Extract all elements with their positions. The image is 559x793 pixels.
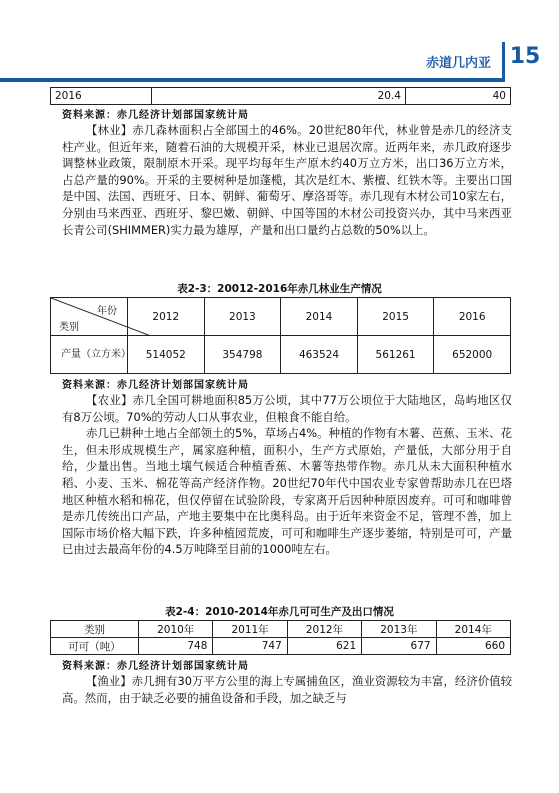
chapter-title: 赤道几内亚 — [426, 56, 492, 71]
table-cell: 354798 — [204, 336, 281, 374]
column-header: 2013年 — [362, 621, 436, 638]
table-cell: 748 — [139, 638, 213, 655]
table-header-row — [51, 298, 511, 336]
table-cell: 561261 — [357, 336, 434, 374]
cell-year: 2016 — [51, 88, 152, 105]
source-note: 资料来源：赤几经济计划部国家统计局 — [62, 661, 249, 672]
cell-value: 40 — [406, 88, 511, 105]
table-cell: 652000 — [434, 336, 511, 374]
page-header — [0, 42, 559, 82]
cocoa-production-table — [50, 620, 511, 655]
column-header: 类别 — [51, 621, 139, 638]
table-row — [51, 638, 511, 655]
row-label: 可可（吨） — [51, 638, 139, 655]
table-header-row — [51, 621, 511, 638]
corner-year-label: 年份 — [97, 306, 117, 317]
column-header: 2012年 — [287, 621, 361, 638]
table-row — [51, 336, 511, 374]
table-caption: 表2-3：20012-2016年赤几林业生产情况 — [177, 283, 382, 295]
column-header: 2012 — [128, 298, 205, 336]
column-header: 2014 — [281, 298, 358, 336]
row-label: 产量（立方米） — [51, 336, 128, 374]
forestry-production-table — [50, 297, 511, 374]
paragraph-forestry: 【林业】赤几森林面积占全部国土的46%。20世纪80年代，林业曾是赤几的经济支柱产业。但近年来，随着石油的大规模开采，林业已退居次席。近两年来，赤几政府逐步调整林业政策，限制原木开采。现平均每年生产原木约40万立方米，出口36万立方米，占总产量的90%。开采的主要树种是加蓬榄，其次是红木、紫檀、红铁木等。主要出口国是中国、法国、西班牙、日本、朝鲜、葡萄牙、摩洛哥等。赤几现有木材公司10家左右，分别由马来西亚、西班牙、黎巴嫩、朝鲜、中国等国的木材公司投资兴办，其中马来西亚长青公司(SHIMMER)实力最为雄厚，产量和出口量约占总数的50%以上。 — [62, 123, 512, 237]
table-caption: 表2-4：2010-2014年赤几可可生产及出口情况 — [165, 606, 394, 618]
agriculture-detail: 赤几已耕种土地占全部领土的5%，草场占4%。种植的作物有木薯、芭蕉、玉米、花生，但未形成规模生产，属家庭种植，面积小，生产方式原始，产量低，大部分用于自给，少量出售。当地土壤气候适合种植香蕉、木薯等热带作物。赤几从未大面积种植水稻、小麦、玉米、棉花等高产经济作物。20世纪70年代中国农业专家曾帮助赤几在巴塔地区种植水稻和棉花，但仅停留在试验阶段，专家离开后因种种原因废弃。可可和咖啡曾是赤几传统出口产品，产地主要集中在比奥科岛。由于近年来资金不足，管理不善，加上国际市场价格大幅下跌，许多种植园荒废，可可和咖啡生产逐步萎缩，特别是可可，产量已由过去最高年份的4.5万吨降至目前的1000吨左右。 — [62, 426, 512, 557]
diagonal-header-cell — [51, 298, 128, 336]
column-header: 2016 — [434, 298, 511, 336]
column-header: 2014年 — [436, 621, 510, 638]
table-cell: 677 — [362, 638, 436, 655]
column-header: 2013 — [204, 298, 281, 336]
agriculture-intro: 【农业】赤几全国可耕地面积85万公顷，其中77万公顷位于大陆地区，岛屿地区仅有8万公顷。70%的劳动人口从事农业，但粮食不能自给。 — [62, 393, 512, 424]
header-rule — [0, 78, 502, 82]
cell-value: 20.4 — [152, 88, 406, 105]
column-header: 2015 — [357, 298, 434, 336]
table-cell: 621 — [287, 638, 361, 655]
source-note: 资料来源：赤几经济计划部国家统计局 — [62, 380, 249, 391]
corner-category-label: 类别 — [59, 322, 79, 333]
table-cell: 747 — [213, 638, 287, 655]
table-cell: 660 — [436, 638, 510, 655]
table-cell: 514052 — [128, 336, 205, 374]
table-cell: 463524 — [281, 336, 358, 374]
column-header: 2011年 — [213, 621, 287, 638]
table-partial-top — [50, 87, 511, 105]
page-number: 15 — [509, 44, 541, 69]
paragraph-agriculture — [62, 392, 512, 558]
table-row — [51, 88, 511, 105]
column-header: 2010年 — [139, 621, 213, 638]
paragraph-fishery: 【渔业】赤几拥有30万平方公里的海上专属捕鱼区，渔业资源较为丰富，经济价值较高。然而，由于缺乏必要的捕鱼设备和手段，加之缺乏与 — [62, 674, 512, 705]
source-note: 资料来源：赤几经济计划部国家统计局 — [62, 110, 249, 121]
